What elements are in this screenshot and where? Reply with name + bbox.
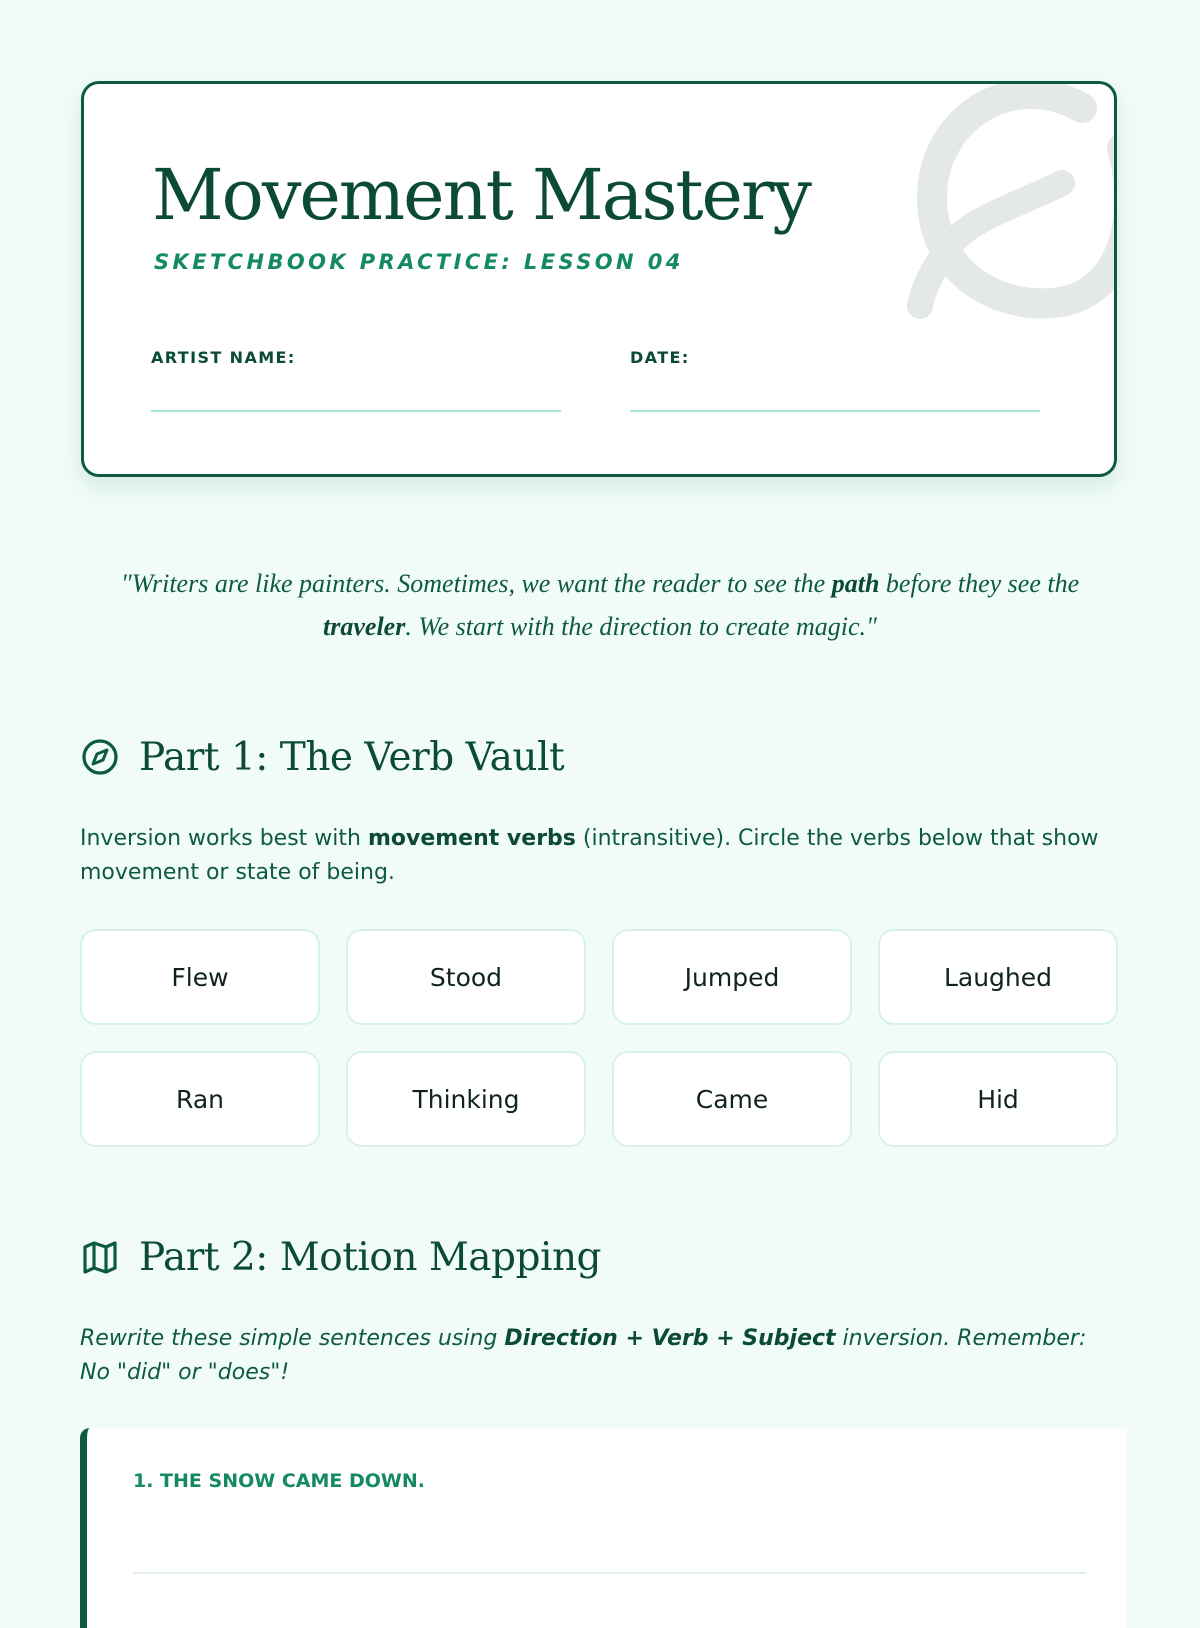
exercise-prompt: 1. THE SNOW CAME DOWN. bbox=[133, 1470, 425, 1492]
verb-card[interactable]: Came bbox=[612, 1051, 852, 1147]
verb-card[interactable]: Hid bbox=[878, 1051, 1118, 1147]
verb-card[interactable]: Stood bbox=[346, 929, 586, 1025]
verb-grid bbox=[80, 929, 1120, 1147]
verb-card[interactable]: Flew bbox=[80, 929, 320, 1025]
artist-name-line[interactable] bbox=[151, 410, 561, 412]
part1-instructions-bold: movement verbs bbox=[367, 826, 576, 851]
part2-instructions-text-1: Rewrite these simple sentences using bbox=[80, 1326, 505, 1351]
quote-text-3: . We start with the direction to create magic." bbox=[405, 612, 877, 641]
header-card bbox=[81, 81, 1117, 477]
map-icon bbox=[80, 1237, 120, 1277]
lesson-subtitle: SKETCHBOOK PRACTICE: LESSON 04 bbox=[154, 250, 684, 274]
quote-text-1: "Writers are like painters. Sometimes, we want the reader to see the bbox=[120, 569, 832, 598]
part2-heading bbox=[80, 1232, 601, 1282]
part1-instructions-text-2: (intransitive). Circle the verbs below that show movement or state of being. bbox=[80, 826, 1099, 885]
answer-line[interactable] bbox=[133, 1572, 1086, 1574]
quote-text-2: before they see the bbox=[879, 569, 1080, 598]
verb-card[interactable]: Ran bbox=[80, 1051, 320, 1147]
compass-icon bbox=[80, 737, 120, 777]
verb-card[interactable]: Laughed bbox=[878, 929, 1118, 1025]
artist-name-label: ARTIST NAME: bbox=[151, 348, 296, 367]
date-label: DATE: bbox=[630, 348, 690, 367]
part2-title: Part 2: Motion Mapping bbox=[139, 1234, 602, 1280]
worksheet-title: Movement Mastery bbox=[152, 154, 810, 236]
part2-instructions bbox=[80, 1322, 1120, 1390]
intro-quote bbox=[100, 562, 1100, 648]
part1-instructions-text-1: Inversion works best with bbox=[80, 826, 368, 851]
date-line[interactable] bbox=[630, 410, 1040, 412]
quote-bold-traveler: traveler bbox=[323, 612, 406, 641]
exercise-card bbox=[80, 1428, 1127, 1628]
part2-instructions-bold: Direction + Verb + Subject bbox=[504, 1326, 836, 1351]
part1-instructions bbox=[80, 822, 1120, 890]
verb-card[interactable]: Thinking bbox=[346, 1051, 586, 1147]
quote-bold-path: path bbox=[831, 569, 880, 598]
verb-card[interactable]: Jumped bbox=[612, 929, 852, 1025]
part1-title: Part 1: The Verb Vault bbox=[139, 734, 565, 780]
leaf-icon bbox=[842, 81, 1117, 338]
part1-heading bbox=[80, 732, 564, 782]
part2-instructions-text-2: inversion. Remember: No "did" or "does"! bbox=[80, 1326, 1087, 1385]
